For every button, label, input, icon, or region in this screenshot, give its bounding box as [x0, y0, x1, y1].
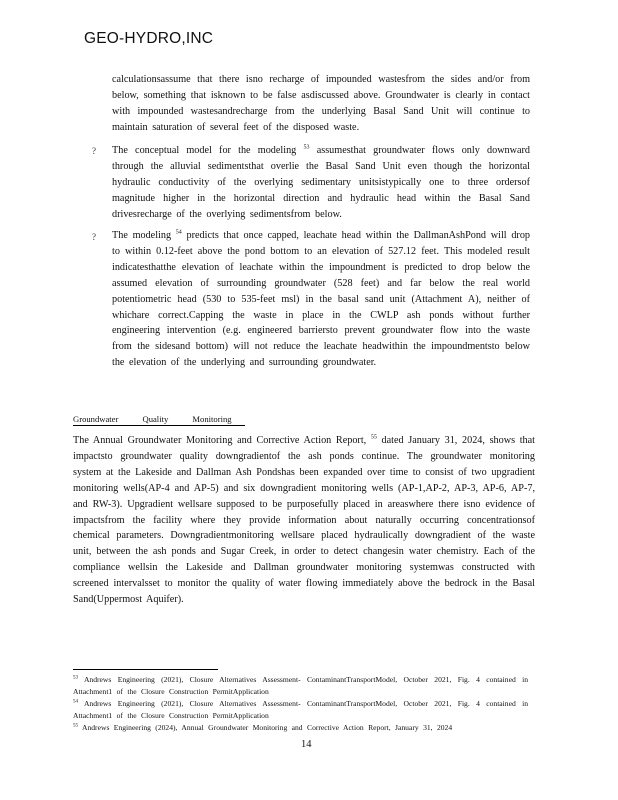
footnote-divider [73, 669, 218, 670]
bullet-item-conceptual-model [112, 143, 530, 223]
footnote-ref: 54 [175, 229, 182, 236]
footnote-number: 53 [73, 675, 78, 681]
footnote-number: 55 [73, 723, 78, 729]
paragraph-continued: calculationsassume that there isno recharge of impounded wastesfrom the sides and/or from below, something that isknown to be false asdiscussed above. Groundwater is clearly in contact with impounded wastesandrecharge from the underlying Basal Sand Unit will continue to maintain saturation of several feet of the disposed waste. [112, 74, 530, 133]
bullet-text-end: predicts that once capped, leachate head within the DallmanAshPond will drop to within 0.12-feet above the pond bottom to an elevation of 527.12 feet. This modeled result indicatesthatthe elevation of leachate within the impoundment is predicted to drop below the assumed elevation of surrounding groundwater (528 feet) and far below the real world potentiometric head (530 to 535-feet msl) in the basal sand unit (Attachment A), neither of whichare correct.Capping the waste in place in the CWLP ash ponds without further engineering intervention (e.g. engineered barriersto prevent groundwater flow into the waste from the sidesand bottom) will not reduce the leachate headwithin the impoundmentsto below the elevation of the underlying and surrounding groundwater. [112, 230, 531, 369]
bullet-marker: ? [92, 146, 96, 156]
footnote-ref: 55 [370, 434, 377, 441]
paragraph-text-start: The Annual Groundwater Monitoring and Corrective Action Report, [73, 435, 367, 446]
bullet-text-end: assumesthat groundwater flows only downward through the alluvial sedimentsthat overlie the Basal Sand Unit even though the horizontal hydraulic conductivity of the overlying sedimentary unitsistypically one to three ordersof magnitude higher in the horizontal direction and hydraulic head within the Basal Sand drivesrecharge of the overlying sedimentsfrom below. [112, 145, 531, 220]
bullet-marker: ? [92, 232, 96, 242]
footnote-text: Andrews Engineering (2021), Closure Alternatives Assessment- ContaminantTransportModel, October 2021, Fig. 4 contained in Attachment1 of the Closure Construction PermitApplication [73, 675, 528, 697]
footnote-ref: 53 [303, 144, 310, 151]
footnote [73, 698, 528, 722]
company-header: GEO-HYDRO,INC [84, 30, 214, 47]
bullet-text-start: The modeling [112, 230, 172, 241]
footnote [73, 674, 528, 698]
footnote [73, 722, 528, 734]
footnote-text: Andrews Engineering (2021), Closure Alternatives Assessment- ContaminantTransportModel, October 2021, Fig. 4 contained in Attachment1 of the Closure Construction PermitApplication [73, 699, 528, 721]
page-number: 14 [301, 739, 312, 750]
paragraph-text-end: dated January 31, 2024, shows that impactsto groundwater quality downgradientof the ash ponds continue. The groundwater monitoring system at the Lakeside and Dallman Ash Pondshas been expanded over time to consist of two upgradient monitoring wells(AP-4 and AP-5) and six downgradient monitoring wells (AP-1,AP-2, AP-3, AP-6, AP-7, and RW-3). Upgradient wellsare supposed to be purposefully placed in areaswhere there isno evidence of impactsfrom the facility where they provide information about naturally occurring concentrationsof chemical parameters. Downgradientmonitoring wellsare placed hydraulically downgradient of the waste unit, between the ash ponds and Sugar Creek, in order to detect changesin water chemistry. Each of the compliance wellsin the Lakeside and Dallman groundwater monitoring systemwas constructed with screened intervalsset to monitor the quality of water flowing immediately above the bedrock in the Basal Sand(Uppermost Aquifer). [73, 435, 536, 606]
footnote-text: Andrews Engineering (2024), Annual Groundwater Monitoring and Corrective Action Report, January 31, 2024 [81, 723, 453, 733]
section-heading: Groundwater Quality Monitoring [73, 414, 245, 426]
footnotes [73, 674, 528, 734]
bullet-item-modeling-predicts [112, 228, 530, 371]
section-paragraph [73, 433, 535, 608]
footnote-number: 54 [73, 699, 78, 705]
bullet-text-start: The conceptual model for the modeling [112, 145, 297, 156]
